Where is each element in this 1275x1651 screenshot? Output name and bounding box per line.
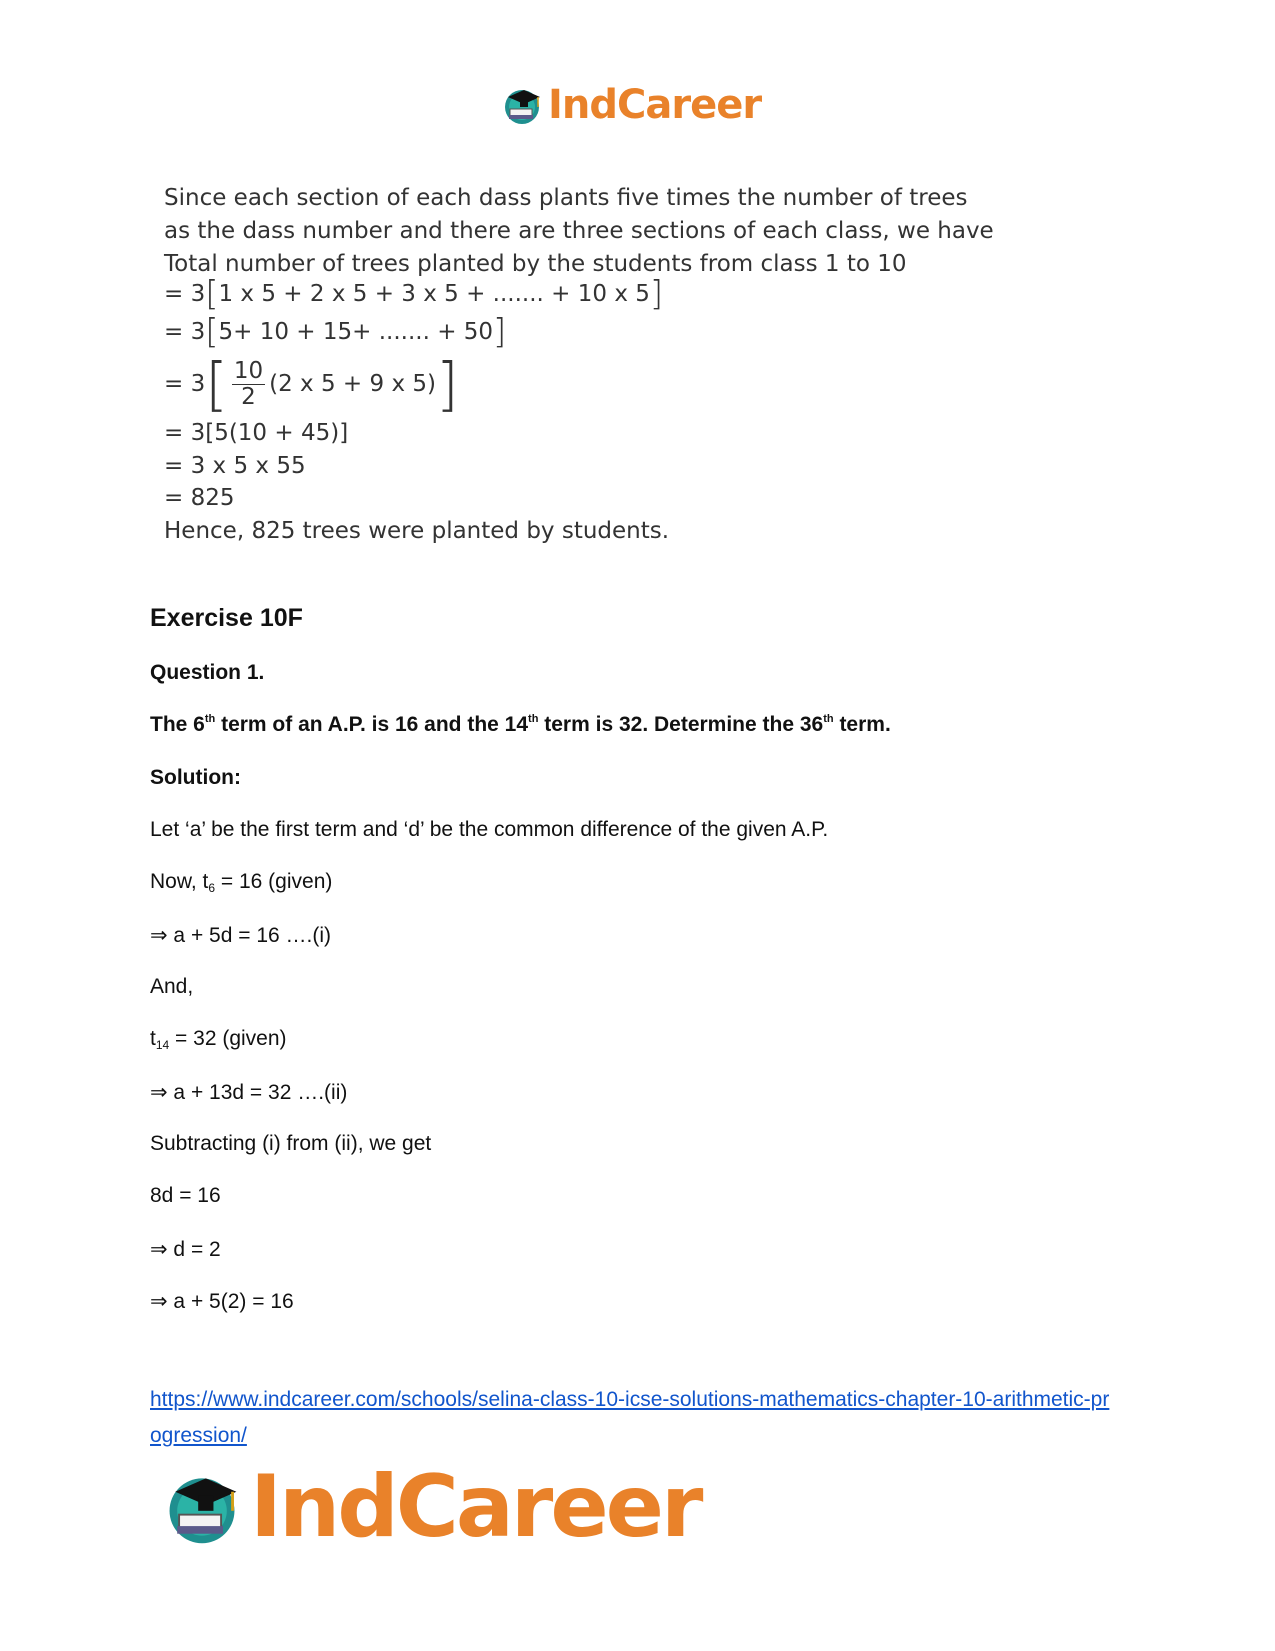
solution-line: Hence, 825 trees were planted by students. [164,518,670,544]
equation-body: 1 x 5 + 2 x 5 + 3 x 5 + ....... + 10 x 5 [218,281,650,307]
subscript: 14 [155,1038,170,1052]
footer-logo [160,1457,701,1557]
bracket-open: [ [205,312,219,352]
bracket-open: [ [205,350,228,418]
text-part: t [150,1027,156,1050]
question-text [150,713,891,737]
exercise-title: Exercise 10F [150,604,303,632]
question-part: The 6 [150,713,205,736]
superscript: th [823,713,834,725]
solution-label: Solution: [150,766,241,789]
solution-line: = 825 [164,485,235,511]
text-part: = 32 (given) [169,1027,287,1050]
text-part: = 16 (given) [215,870,333,893]
solution-text-line: Let ‘a’ be the first term and ‘d’ be the common difference of the given A.P. [150,818,829,841]
source-link[interactable]: https://www.indcareer.com/schools/selina-class-10-icse-solutions-mathematics-chapter-10-arithmetic-progression/ [150,1388,1110,1447]
equation-prefix: = 3 [164,281,206,307]
equation-line [164,350,459,418]
solution-line: = 3 x 5 x 55 [164,453,306,479]
equation-prefix: = 3 [164,371,206,397]
graduation-cap-globe-icon [160,1465,244,1549]
solution-line: Total number of trees planted by the students from class 1 to 10 [164,251,907,277]
solution-text-line: ⇒ a + 13d = 32 ….(ii) [150,1081,348,1104]
solution-line: = 3[5(10 + 45)] [164,420,349,446]
subscript: 6 [208,881,216,895]
question-label: Question 1. [150,661,265,684]
fraction-denominator: 2 [241,383,256,410]
equation-line [164,274,664,314]
solution-text-line [150,1027,287,1052]
solution-line: Since each section of each dass plants five times the number of trees [164,185,968,211]
fraction-numerator: 10 [233,358,264,385]
brand-name: IndCareer [250,1457,701,1557]
question-part: term is 32. Determine the 36 [538,713,824,736]
solution-text-line: ⇒ d = 2 [150,1238,221,1261]
bracket-close: ] [435,350,459,418]
bracket-open: [ [205,274,219,314]
bracket-close: ] [493,312,507,352]
question-part: term. [833,713,891,736]
graduation-cap-globe-icon [500,83,544,127]
header-logo [500,80,761,130]
text-part: Now, t [150,870,209,893]
superscript: th [204,713,216,725]
bracket-close: ] [649,274,664,314]
solution-text-line: Subtracting (i) from (ii), we get [150,1132,432,1155]
fraction [232,359,265,408]
question-part: term of an A.P. is 16 and the 14 [215,713,529,736]
equation-body: 5+ 10 + 15+ ....... + 50 [218,319,494,345]
equation-prefix: = 3 [164,319,206,345]
solution-text-line: ⇒ a + 5d = 16 ….(i) [150,924,332,947]
solution-line: as the dass number and there are three sections of each class, we have [164,218,994,244]
equation-body: (2 x 5 + 9 x 5) [269,371,436,397]
superscript: th [528,713,539,725]
solution-text-line: 8d = 16 [150,1184,221,1207]
brand-name: IndCareer [548,82,762,128]
solution-text-line: And, [150,975,194,998]
solution-text-line [150,870,332,895]
solution-text-line: ⇒ a + 5(2) = 16 [150,1290,294,1313]
equation-line [164,312,507,352]
